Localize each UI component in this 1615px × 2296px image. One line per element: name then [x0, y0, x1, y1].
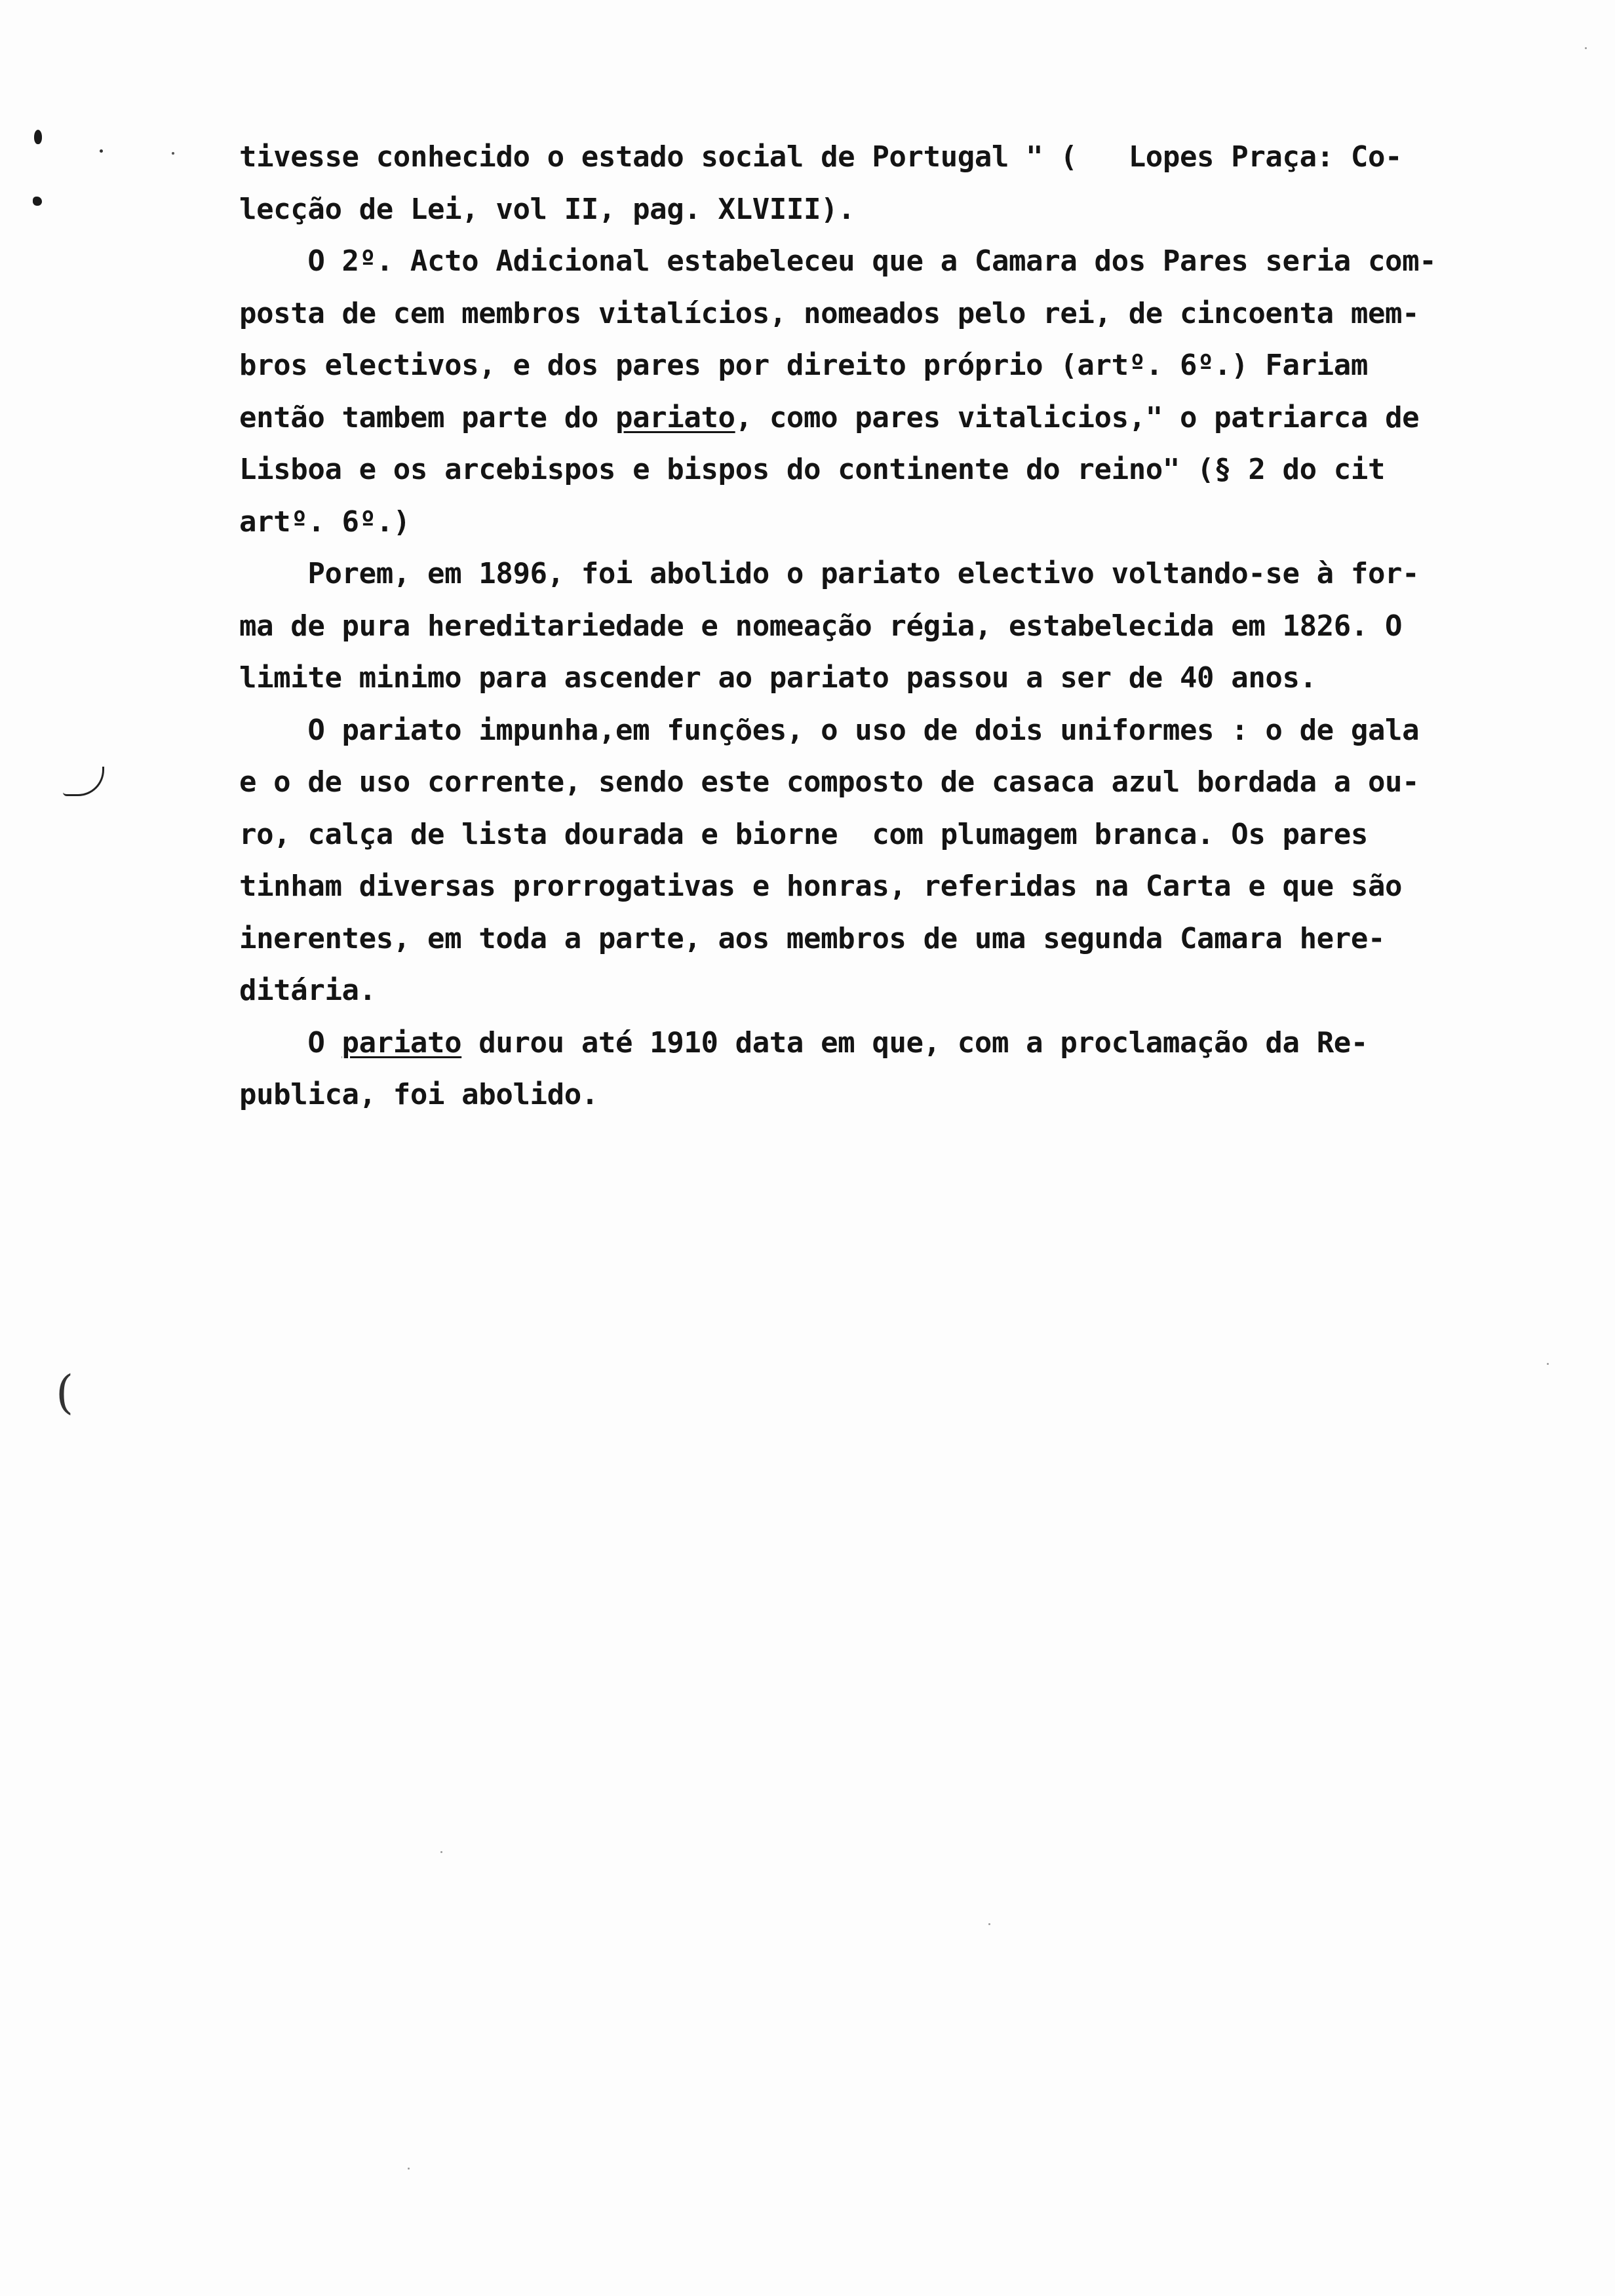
text-line [239, 339, 1603, 392]
text-line [239, 704, 1603, 757]
text-line [239, 809, 1603, 861]
text-line [239, 548, 1603, 600]
text-line [239, 131, 1603, 183]
text-segment: tivesse conhecido o estado social de Portugal " ( Lopes Praça: Co- [239, 140, 1403, 174]
text-segment: Lisboa e os arcebispos e bispos do continente do reino" (§ 2 do cit [239, 453, 1386, 486]
text-segment: posta de cem membros vitalícios, nomeados pelo rei, de cincoenta mem- [239, 296, 1420, 330]
text-segment: limite minimo para ascender ao pariato passou a ser de 40 anos. [239, 661, 1317, 695]
text-segment: artº. 6º.) [239, 505, 410, 539]
paper-speck [1547, 1363, 1549, 1365]
paper-speck [440, 1851, 442, 1853]
paper-speck [988, 1923, 990, 1925]
text-segment: lecção de Lei, vol II, pag. XLVIII). [239, 192, 855, 226]
text-line [239, 444, 1603, 496]
text-segment: O pariato impunha,em funções, o uso de dois uniformes : o de gala [239, 713, 1420, 747]
text-segment: tinham diversas prorrogativas e honras, referidas na Carta e que são [239, 870, 1403, 903]
text-line [239, 1069, 1603, 1121]
text-segment: publica, foi abolido. [239, 1078, 598, 1111]
text-line [239, 183, 1603, 236]
text-segment: ma de pura hereditariedade e nomeação régia, estabelecida em 1826. O [239, 609, 1403, 643]
text-line [239, 392, 1603, 444]
underlined-term: pariato [341, 1025, 462, 1060]
paper-speck [1585, 47, 1587, 49]
paper-speck [408, 2168, 410, 2170]
text-line [239, 235, 1603, 288]
text-line [239, 600, 1603, 653]
margin-ink-dot [172, 152, 174, 155]
text-segment: O [239, 1025, 342, 1060]
margin-hook-mark [63, 767, 104, 796]
margin-ink-dot [100, 149, 103, 153]
text-line [239, 1017, 1603, 1069]
text-line [239, 288, 1603, 340]
text-segment: , como pares vitalicios," o patriarca de [735, 400, 1420, 434]
text-line [239, 496, 1603, 548]
text-segment: ditária. [239, 974, 376, 1007]
text-segment: bros electivos, e dos pares por direito próprio (artº. 6º.) Fariam [239, 349, 1368, 382]
text-segment: então tambem parte do [239, 400, 615, 434]
text-line [239, 860, 1603, 913]
text-segment: O 2º. Acto Adicional estabeleceu que a Camara dos Pares seria com- [239, 244, 1437, 278]
text-line [239, 652, 1603, 704]
text-line [239, 913, 1603, 965]
text-line [239, 965, 1603, 1017]
text-segment: e o de uso corrente, sendo este composto de casaca azul bordada a ou- [239, 765, 1420, 799]
text-segment: inerentes, em toda a parte, aos membros de uma segunda Camara here- [239, 921, 1386, 955]
underlined-term: pariato [615, 400, 735, 434]
margin-paren-mark: ( [56, 1366, 74, 1419]
text-segment: durou até 1910 data em que, com a proclamação da Re- [461, 1025, 1368, 1060]
typed-text-body [239, 131, 1603, 1121]
text-segment: ro, calça de lista dourada e biorne com plumagem branca. Os pares [239, 817, 1368, 851]
text-segment: Porem, em 1896, foi abolido o pariato electivo voltando-se à for- [239, 557, 1420, 590]
margin-ink-dot [34, 130, 42, 144]
margin-ink-blot [33, 197, 42, 206]
text-line [239, 756, 1603, 809]
